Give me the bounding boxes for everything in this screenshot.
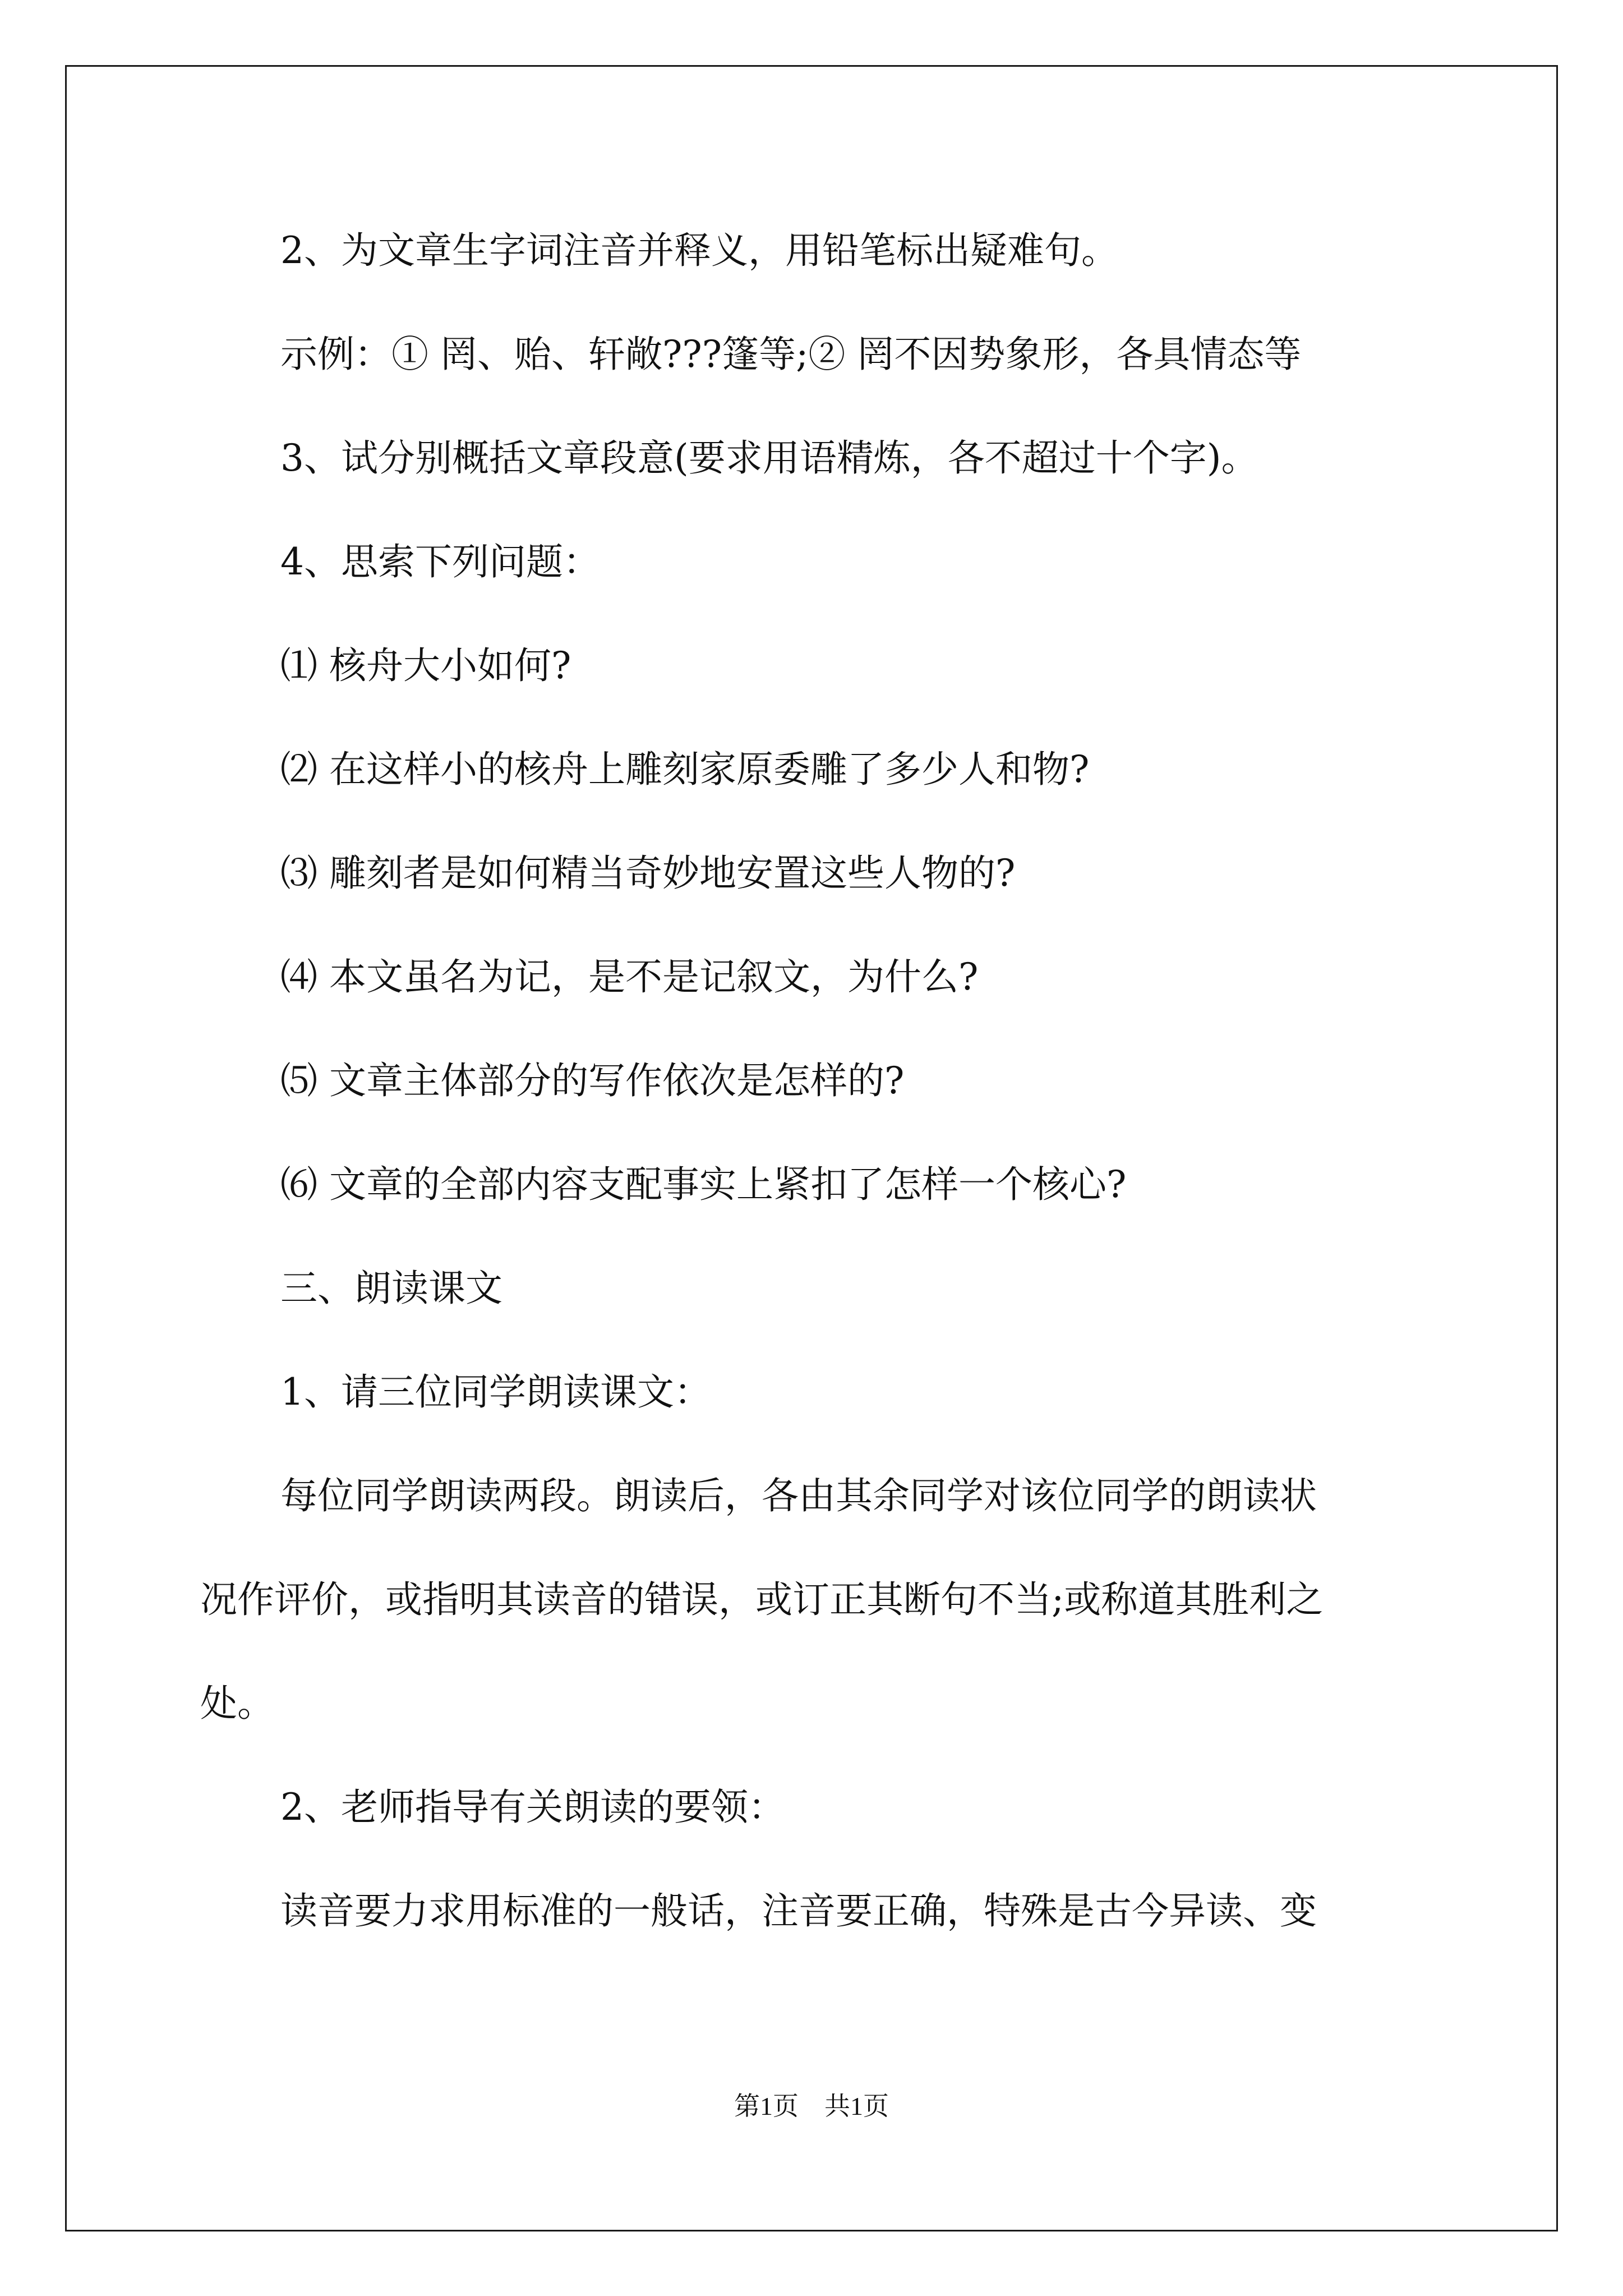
- text-line-1: 2、为文章生字词注音并释义，用铅笔标出疑难句。: [280, 229, 1118, 272]
- text-line-14: 况作评价，或指明其读音的错误，或订正其断句不当;或称道其胜利之: [200, 1578, 1324, 1621]
- text-line-2: 示例：① 罔、贻、轩敞???篷等;② 罔不因势象形，各具情态等: [280, 333, 1302, 376]
- text-line-15: 处。: [200, 1682, 274, 1725]
- text-line-6: ⑵ 在这样小的核舟上雕刻家原委雕了多少人和物?: [280, 748, 1090, 791]
- section-heading: 三、朗读课文: [280, 1267, 502, 1310]
- text-line-3: 3、试分别概括文章段意(要求用语精炼，各不超过十个字)。: [280, 436, 1258, 480]
- text-line-17: 读音要力求用标准的一般话，注音要正确，特殊是古今异读、变: [280, 1889, 1317, 1932]
- text-line-7: ⑶ 雕刻者是如何精当奇妙地安置这些人物的?: [280, 852, 1016, 895]
- text-line-16: 2、老师指导有关朗读的要领：: [280, 1786, 785, 1829]
- text-line-8: ⑷ 本文虽名为记，是不是记叙文，为什么?: [280, 955, 979, 999]
- text-line-12: 1、请三位同学朗读课文：: [280, 1370, 711, 1414]
- text-line-13: 每位同学朗读两段。朗读后，各由其余同学对该位同学的朗读状: [280, 1474, 1317, 1517]
- text-line-9: ⑸ 文章主体部分的写作依次是怎样的?: [280, 1059, 905, 1102]
- page-footer: 第1页 共1页: [734, 2092, 889, 2120]
- text-line-5: ⑴ 核舟大小如何?: [280, 644, 571, 687]
- text-line-4: 4、思索下列问题：: [280, 540, 600, 583]
- text-line-10: ⑹ 文章的全部内容支配事实上紧扣了怎样一个核心?: [280, 1163, 1127, 1206]
